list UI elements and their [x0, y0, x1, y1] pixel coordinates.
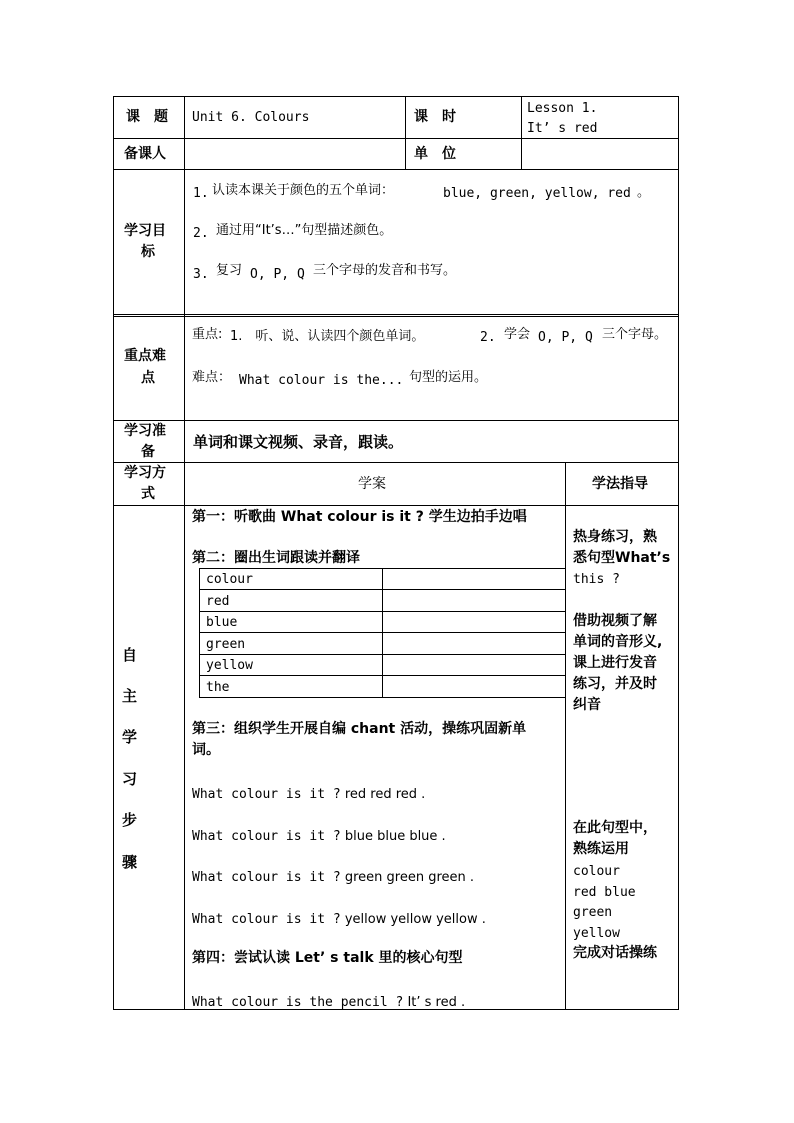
- rule: [678, 96, 679, 1010]
- vocab-word: the: [206, 680, 230, 695]
- prep-label-2: 备: [141, 444, 155, 460]
- rule: [405, 96, 406, 170]
- goal-1-text: 认读本课关于颜色的五个单词：: [212, 183, 395, 198]
- goal-3-number: 3.: [193, 267, 209, 282]
- guide-line: 纠音: [573, 697, 601, 713]
- guide-line: 悉句型What’s: [573, 550, 671, 566]
- rule: [113, 169, 679, 170]
- rule: [113, 462, 679, 463]
- goals-label-1: 学习目: [124, 223, 166, 239]
- preparer-label: 备课人: [124, 146, 166, 162]
- step-4-sentence: What colour is the pencil ? It’ s red .: [192, 995, 466, 1010]
- chant-line: What colour is it ? red red red .: [192, 787, 426, 802]
- vocab-word: red: [206, 594, 230, 609]
- guide-line: this ?: [573, 572, 620, 587]
- key-label-1: 重点难: [124, 348, 166, 364]
- goal-2-number: 2.: [193, 226, 209, 241]
- rule: [113, 138, 679, 139]
- side-char: 主: [122, 687, 138, 705]
- side-char: 习: [122, 770, 138, 788]
- key-label-2: 点: [141, 370, 155, 386]
- goal-1-words: blue, green, yellow, red: [443, 186, 631, 201]
- vocab-word: blue: [206, 615, 238, 630]
- rule: [521, 96, 522, 170]
- prep-label-1: 学习准: [124, 423, 166, 439]
- vocab-rule: [199, 568, 200, 698]
- side-char: 骤: [122, 853, 138, 871]
- key-point-2-number: 2.: [480, 330, 496, 345]
- vocab-word: yellow: [206, 658, 253, 673]
- guide-line: colour: [573, 864, 620, 879]
- guide-line: yellow: [573, 926, 620, 941]
- goal-3-post: 三个字母的发音和书写。: [313, 263, 457, 278]
- goal-2-text: 通过用“It’s…”句型描述颜色。: [216, 223, 393, 238]
- goal-1-end: 。: [637, 185, 651, 200]
- step-3-line-2: 词。: [192, 742, 220, 758]
- vocab-rule: [382, 568, 383, 698]
- guide-line: 热身练习，熟: [573, 529, 657, 545]
- lesson-line-2: It’ s red: [527, 121, 598, 136]
- rule: [113, 96, 114, 1010]
- prep-text: 单词和课文视频、录音，跟读。: [193, 433, 404, 451]
- guide-line: green: [573, 905, 613, 920]
- difficulty-label: 难点：: [192, 370, 232, 385]
- guide-line: 课上进行发音: [573, 655, 657, 671]
- key-point-1: 1. 听、说、认读四个颜色单词。: [230, 329, 425, 344]
- rule: [184, 96, 185, 1010]
- method-label-1: 学习方: [124, 465, 166, 481]
- unit-label: 单 位: [414, 146, 456, 162]
- key-point-2-pre: 学会: [504, 327, 531, 342]
- rule: [113, 316, 679, 317]
- key-point-2-letters: O, P, Q: [538, 330, 593, 345]
- side-char: 学: [122, 728, 138, 746]
- step-1: 第一：听歌曲 What colour is it ? 学生边拍手边唱: [192, 509, 527, 525]
- difficulty-pattern: What colour is the...: [239, 373, 404, 388]
- key-point-label: 重点:: [192, 327, 223, 342]
- guide-line: 熟练运用: [573, 841, 629, 857]
- vocab-word: colour: [206, 572, 253, 587]
- chant-line: What colour is it ? yellow yellow yellow .: [192, 912, 486, 927]
- lesson-line-1: Lesson 1.: [527, 101, 598, 116]
- guide-line: 完成对话操练: [573, 945, 657, 961]
- goal-3-letters: O, P, Q: [250, 267, 305, 282]
- step-4: 第四：尝试认读 Let’ s talk 里的核心句型: [192, 950, 463, 966]
- guide-line: red blue: [573, 885, 636, 900]
- rule: [565, 462, 566, 1010]
- rule: [113, 314, 679, 315]
- guide-line: 单词的音形义,: [573, 634, 663, 650]
- chant-line: What colour is it ? green green green .: [192, 870, 475, 885]
- chant-line: What colour is it ? blue blue blue .: [192, 829, 446, 844]
- key-point-2-post: 三个字母。: [602, 327, 668, 342]
- goal-1-number: 1.: [193, 186, 209, 201]
- topic-value: Unit 6. Colours: [192, 110, 310, 125]
- topic-label: 课 题: [126, 109, 168, 125]
- plan-header: 学案: [358, 476, 386, 492]
- side-char: 自: [122, 646, 138, 664]
- rule: [113, 96, 679, 97]
- difficulty-post: 句型的运用。: [409, 370, 488, 385]
- guide-header: 学法指导: [592, 476, 648, 492]
- step-3-line-1: 第三：组织学生开展自编 chant 活动，操练巩固新单: [192, 721, 527, 737]
- goals-label-2: 标: [141, 244, 155, 260]
- goal-3-pre: 复习: [216, 263, 243, 278]
- guide-line: 练习，并及时: [573, 676, 657, 692]
- guide-line: 在此句型中，: [573, 820, 657, 836]
- side-char: 步: [122, 811, 138, 829]
- step-2: 第二：圈出生词跟读并翻译: [192, 550, 360, 566]
- rule: [113, 505, 679, 506]
- period-label: 课 时: [414, 109, 456, 125]
- vocab-word: green: [206, 637, 246, 652]
- guide-line: 借助视频了解: [573, 613, 657, 629]
- rule: [113, 420, 679, 421]
- method-label-2: 式: [141, 486, 155, 502]
